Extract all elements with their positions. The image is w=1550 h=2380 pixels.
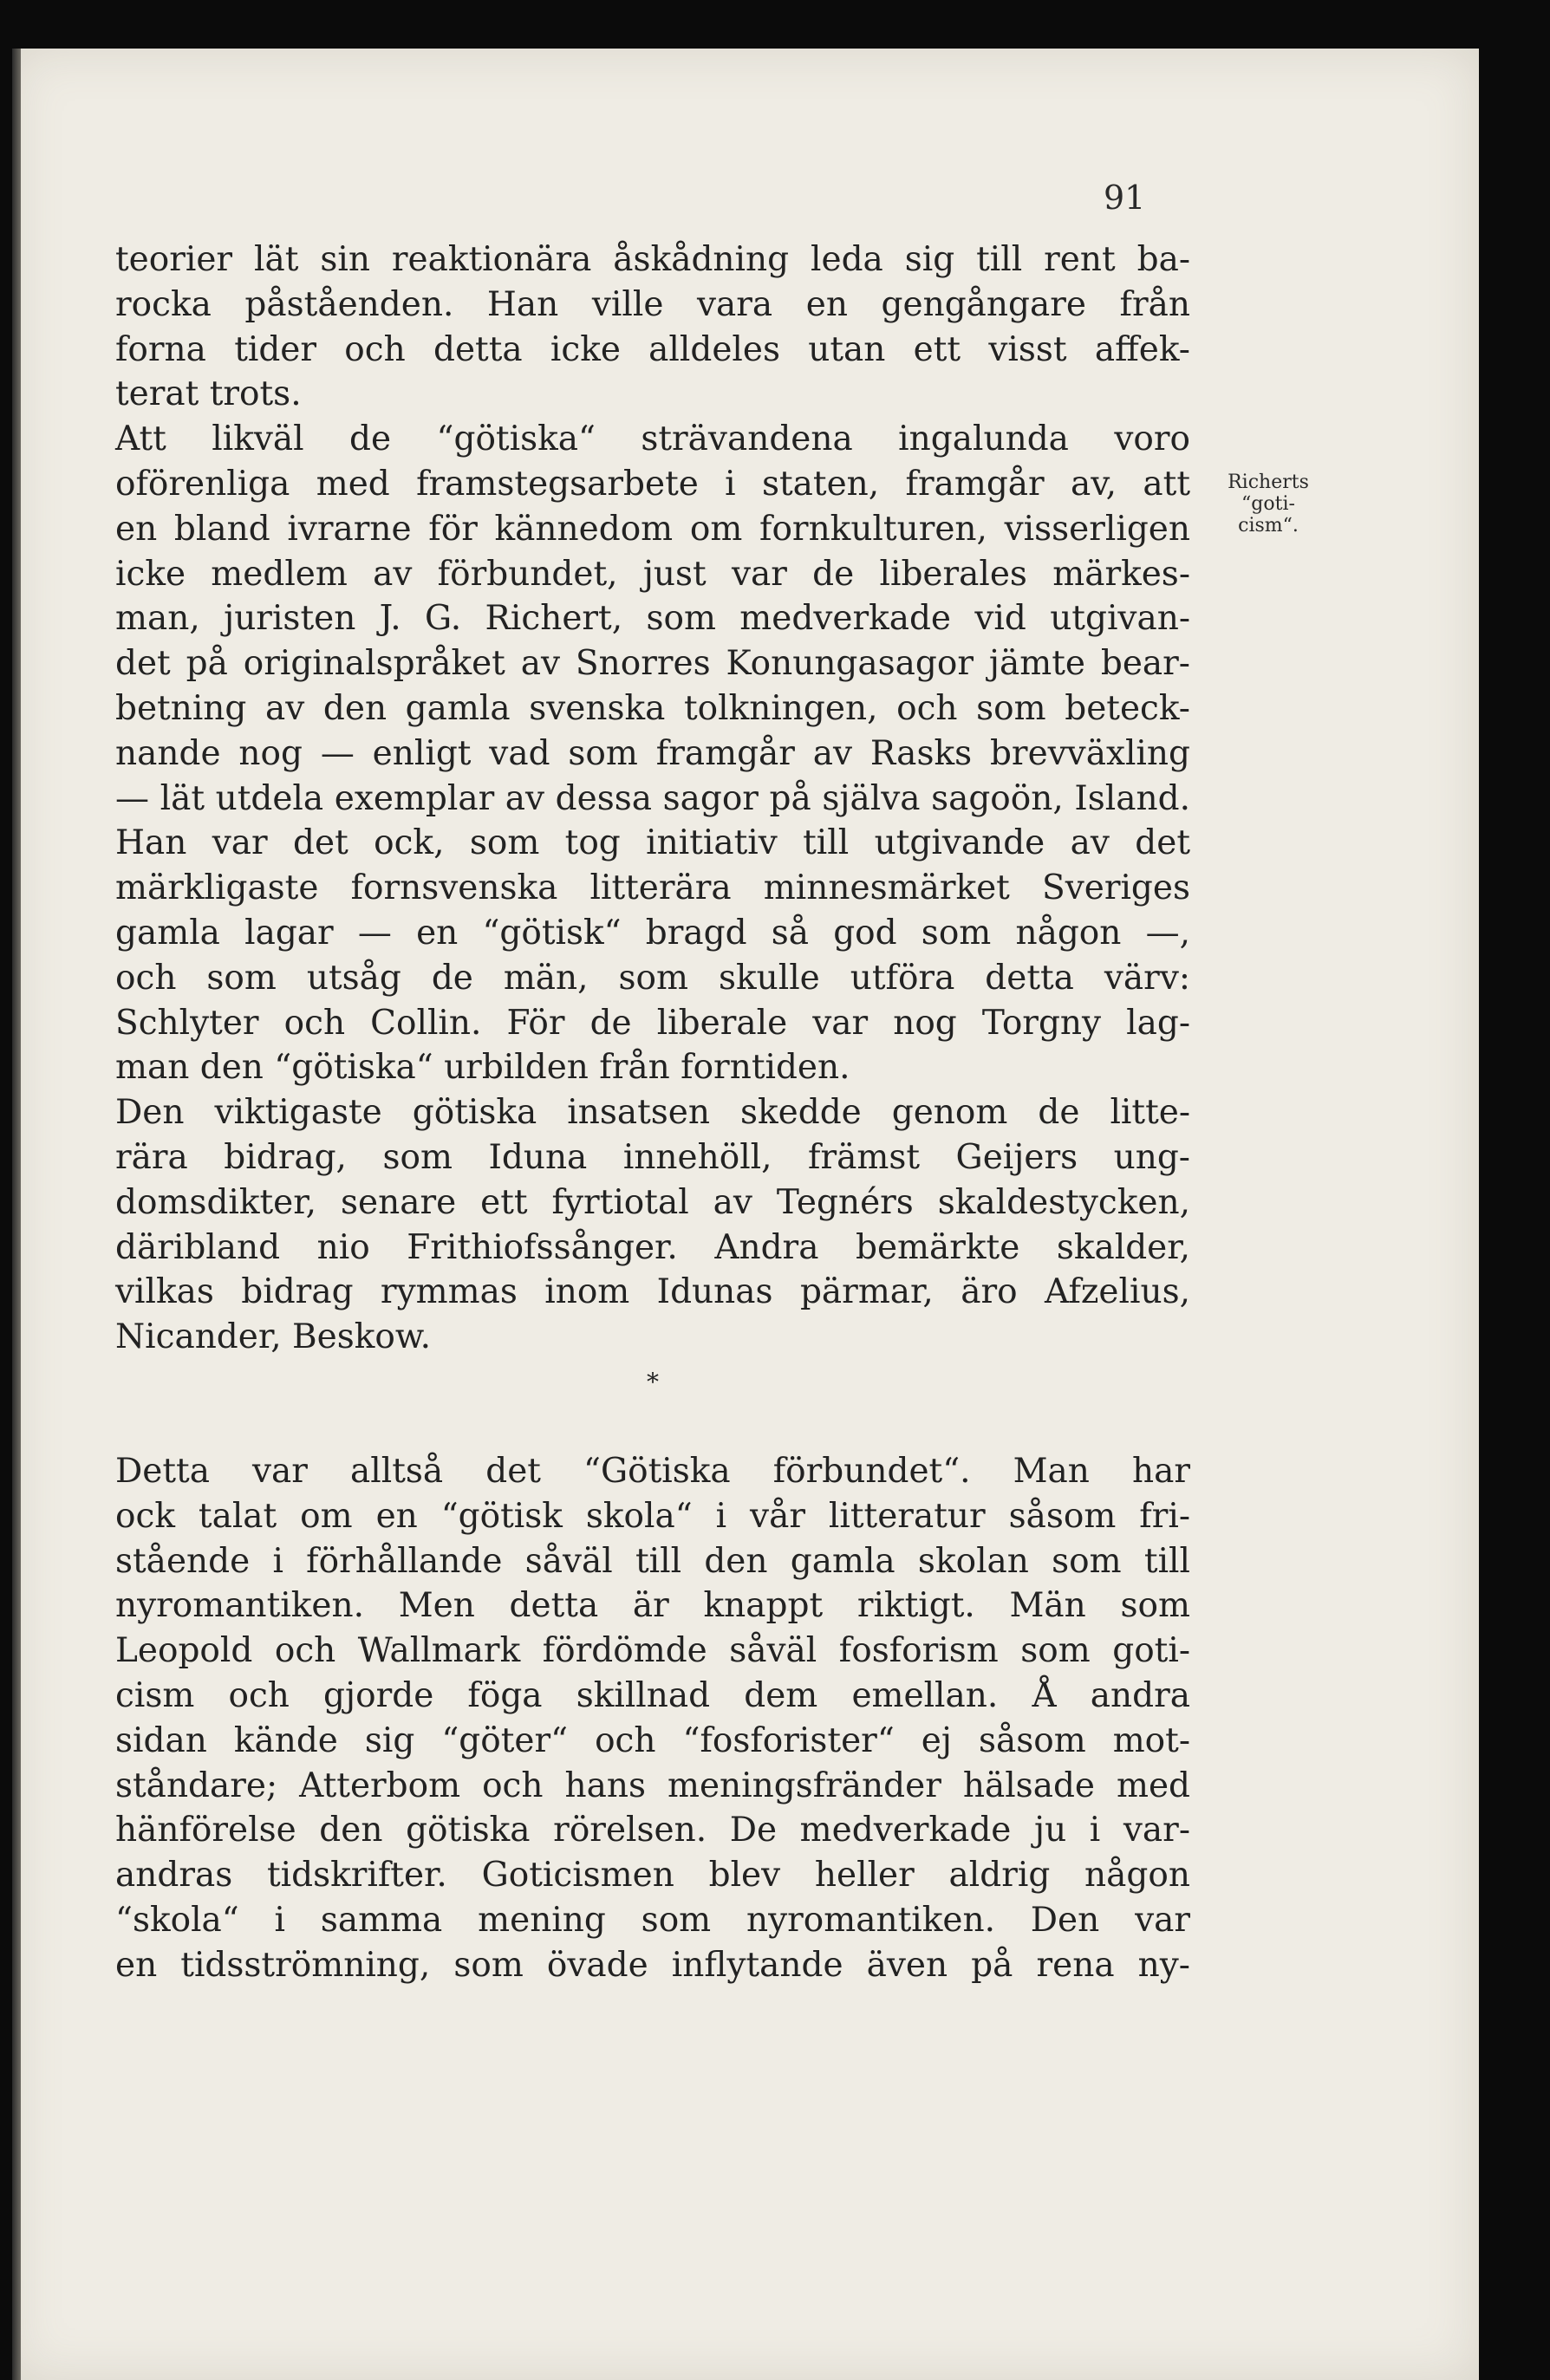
text-line: en bland ivrarne för kännedom om fornkulturen, visserligen	[115, 509, 1190, 549]
text-line: Nicander, Beskow.	[115, 1317, 432, 1357]
page-edge-shadow	[12, 49, 21, 2380]
text-line: man den “götiska“ urbilden från forntiden.	[115, 1048, 850, 1088]
section-separator: *	[647, 1367, 659, 1396]
text-line: oförenliga med framstegsarbete i staten, framgår av, att	[115, 464, 1190, 504]
text-line: nyromantiken. Men detta är knappt riktigt. Män som	[115, 1586, 1190, 1626]
text-line: cism och gjorde föga skillnad dem emellan. Å andra	[115, 1675, 1190, 1715]
text-line: teorier lät sin reaktionära åskådning leda sig till rent ba-	[115, 240, 1190, 279]
text-line: “skola“ i samma mening som nyromantiken. Den var	[115, 1900, 1190, 1940]
text-line: Schlyter och Collin. För de liberale var nog Torgny lag-	[115, 1003, 1190, 1043]
text-line: gamla lagar — en “götisk“ bragd så god som någon —,	[115, 913, 1190, 953]
text-line: forna tider och detta icke alldeles utan ett visst affek-	[115, 329, 1190, 369]
text-line: Den viktigaste götiska insatsen skedde genom de litte-	[115, 1093, 1190, 1133]
text-line: hänförelse den götiska rörelsen. De medverkade ju i var-	[115, 1811, 1190, 1850]
margin-note	[1212, 471, 1325, 536]
text-line: Leopold och Wallmark fördömde såväl fosforism som goti-	[115, 1631, 1190, 1671]
text-line: Han var det ock, som tog initiativ till utgivande av det	[115, 823, 1190, 863]
paragraph	[115, 1090, 1190, 1360]
text-line: man, juristen J. G. Richert, som medverkade vid utgivan-	[115, 599, 1190, 639]
text-line: en tidsströmning, som övade inflytande även på rena ny-	[115, 1945, 1190, 1985]
text-line: — lät utdela exemplar av dessa sagor på själva sagoön, Island.	[115, 778, 1190, 818]
paragraph	[115, 237, 1190, 417]
margin-note-line: “goti-	[1241, 493, 1295, 515]
text-line: märkligaste fornsvenska litterära minnesmärket Sveriges	[115, 868, 1190, 908]
text-line: icke medlem av förbundet, just var de liberales märkes-	[115, 554, 1190, 594]
page-number: 91	[1104, 179, 1146, 217]
text-line: vilkas bidrag rymmas inom Idunas pärmar, äro Afzelius,	[115, 1272, 1190, 1312]
margin-note-line: Richerts	[1228, 471, 1309, 493]
body-text	[115, 237, 1190, 1987]
text-line: däribland nio Frithiofssånger. Andra bemärkte skalder,	[115, 1227, 1190, 1267]
paragraph	[115, 1449, 1190, 1988]
text-line: det på originalspråket av Snorres Konungasagor jämte bear-	[115, 644, 1190, 684]
text-line: Detta var alltså det “Götiska förbundet“. Man har	[115, 1451, 1190, 1491]
margin-note-line: cism“.	[1238, 515, 1299, 536]
text-line: terat trots.	[115, 374, 302, 414]
text-line: Att likväl de “götiska“ strävandena ingalunda voro	[115, 419, 1190, 459]
paragraph	[115, 417, 1190, 1090]
book-page	[12, 49, 1479, 2380]
text-line: ståndare; Atterbom och hans meningsfränder hälsade med	[115, 1765, 1190, 1805]
text-line: betning av den gamla svenska tolkningen, och som beteck-	[115, 688, 1190, 728]
text-line: stående i förhållande såväl till den gamla skolan som till	[115, 1541, 1190, 1581]
text-line: rära bidrag, som Iduna innehöll, främst Geijers ung-	[115, 1137, 1190, 1177]
text-line: sidan kände sig “göter“ och “fosforister“ ej såsom mot-	[115, 1720, 1190, 1760]
text-line: andras tidskrifter. Goticismen blev heller aldrig någon	[115, 1856, 1190, 1896]
text-line: rocka påståenden. Han ville vara en gengångare från	[115, 284, 1190, 324]
text-line: och som utsåg de män, som skulle utföra detta värv:	[115, 958, 1190, 998]
text-line: ock talat om en “götisk skola“ i vår litteratur såsom fri-	[115, 1496, 1190, 1536]
text-line: domsdikter, senare ett fyrtiotal av Tegnérs skaldestycken,	[115, 1182, 1190, 1222]
text-line: nande nog — enligt vad som framgår av Rasks brevväxling	[115, 733, 1190, 773]
